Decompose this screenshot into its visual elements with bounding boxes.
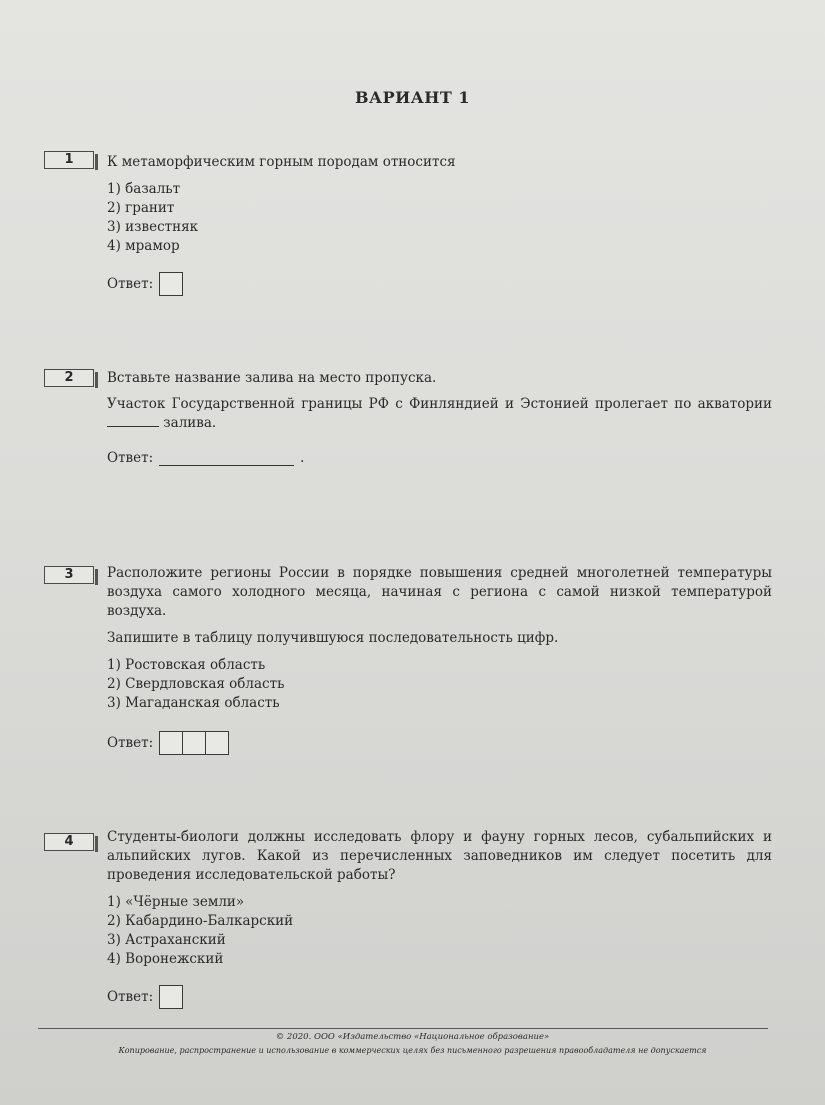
task-number-box: 1 — [44, 151, 94, 169]
task-number-box: 2 — [44, 369, 94, 387]
options-list — [107, 893, 772, 969]
answer-label: Ответ: — [107, 450, 154, 466]
task-content — [107, 564, 772, 755]
option-item: 1) Ростовская область — [107, 657, 266, 673]
answer-row — [107, 272, 772, 296]
task-question: Вставьте название залива на место пропуска. — [107, 370, 437, 386]
answer-line[interactable] — [159, 451, 294, 466]
task-content — [107, 369, 772, 468]
answer-label: Ответ: — [107, 275, 154, 292]
answer-suffix: . — [300, 450, 305, 466]
answer-cell[interactable] — [205, 731, 229, 755]
answer-table — [159, 731, 227, 755]
option-item: 2) Кабардино-Балкарский — [107, 913, 294, 929]
footer-divider — [38, 1028, 768, 1029]
statement-text-after: залива. — [163, 415, 217, 431]
task-question: Расположите регионы России в порядке повышения средней многолетней температуры воздуха самого холодного месяца, начиная с региона с самой низкой температурой воздуха. — [107, 565, 772, 619]
answer-row — [107, 449, 772, 468]
answer-label: Ответ: — [107, 734, 154, 751]
options-list — [107, 656, 772, 713]
answer-cell[interactable] — [159, 731, 183, 755]
options-list — [107, 180, 772, 256]
option-item: 3) Магаданская область — [107, 695, 280, 711]
option-item: 3) известняк — [107, 219, 199, 235]
option-item: 3) Астраханский — [107, 932, 226, 948]
fill-in-blank — [107, 414, 159, 427]
task-content — [107, 153, 772, 296]
option-item: 2) Свердловская область — [107, 676, 285, 692]
answer-label: Ответ: — [107, 988, 154, 1005]
footer-copyright: © 2020. ООО «Издательство «Национальное образование» — [275, 1032, 550, 1042]
task-number-box: 3 — [44, 566, 94, 584]
task-content — [107, 828, 772, 1009]
answer-cell[interactable] — [182, 731, 206, 755]
task-number-box: 4 — [44, 833, 94, 851]
task-statement — [107, 395, 772, 433]
answer-row — [107, 985, 772, 1009]
answer-box[interactable] — [159, 272, 183, 296]
option-item: 2) гранит — [107, 200, 175, 216]
option-item: 1) «Чёрные земли» — [107, 894, 245, 910]
answer-box[interactable] — [159, 985, 183, 1009]
task-instruction: Запишите в таблицу получившуюся последовательность цифр. — [107, 630, 559, 646]
statement-text-before: Участок Государственной границы РФ с Финляндией и Эстонией пролегает по акватории — [107, 396, 772, 412]
answer-row — [107, 731, 772, 755]
page-title: ВАРИАНТ 1 — [355, 88, 470, 107]
option-item: 4) мрамор — [107, 238, 180, 254]
task-question: К метаморфическим горным породам относится — [107, 154, 456, 170]
footer-notice: Копирование, распространение и использование в коммерческих целях без письменного разрешения правообладателя не допускается — [118, 1046, 707, 1055]
option-item: 4) Воронежский — [107, 951, 224, 967]
task-question: Студенты-биологи должны исследовать флору и фауну горных лесов, субальпийских и альпийских лугов. Какой из перечисленных заповедников им следует посетить для проведения исследовательской работы? — [107, 829, 772, 883]
option-item: 1) базальт — [107, 181, 181, 197]
